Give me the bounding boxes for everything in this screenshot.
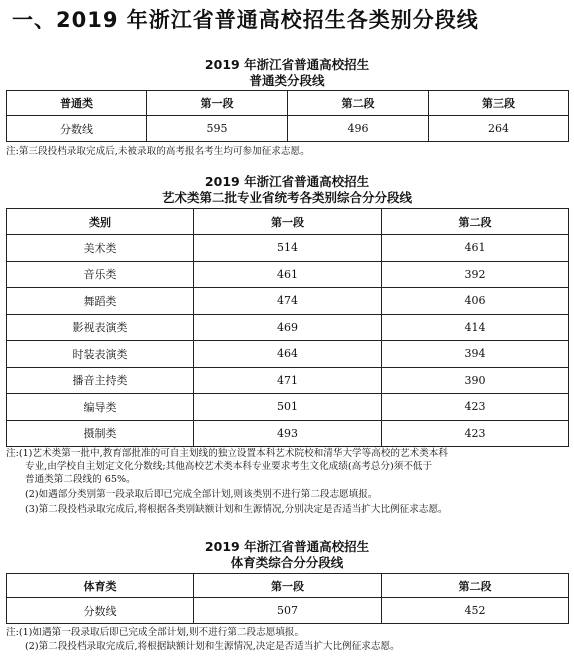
- note-line: (2)第二段投档录取完成后,将根据缺额计划和生源情况,决定是否适当扩大比例征求志愿。: [25, 641, 400, 652]
- note-line: 注:(1)如遇第一段录取后即已完成全部计划,则不进行第二段志愿填报。: [6, 627, 305, 638]
- score-cell: 390: [382, 367, 569, 394]
- category-cell: 音乐类: [7, 261, 194, 288]
- category-cell: 播音主持类: [7, 367, 194, 394]
- score-cell: 414: [382, 314, 569, 341]
- score-cell: 496: [288, 116, 429, 142]
- art-score-table: [6, 208, 569, 447]
- score-cell: 423: [382, 420, 569, 447]
- score-cell: 507: [194, 598, 382, 624]
- page-title: 一、2019 年浙江省普通高校招生各类别分段线: [12, 8, 479, 32]
- score-cell: 471: [194, 367, 382, 394]
- score-cell: 474: [194, 288, 382, 315]
- table-row: [7, 420, 569, 447]
- note-line: 注:(1)艺术类第一批中,教育部批准的可自主划线的独立设置本科艺术院校和清华大学等高校的艺术类本科: [6, 448, 448, 459]
- category-cell: 舞蹈类: [7, 288, 194, 315]
- table-row: [7, 598, 569, 624]
- score-cell: 264: [429, 116, 569, 142]
- table-row: [7, 367, 569, 394]
- table-header-row: [7, 574, 569, 598]
- art-notes: [6, 448, 568, 524]
- sports-section-title-line2: 体育类综合分分段线: [230, 555, 344, 570]
- note-line: (3)第二段投档录取完成后,将根据各类别缺额计划和生源情况,分别决定是否适当扩大比例征求志愿。: [25, 504, 448, 515]
- sports-notes: [6, 627, 568, 655]
- score-cell: 493: [194, 420, 382, 447]
- score-cell: 461: [194, 261, 382, 288]
- row-label: 分数线: [7, 598, 194, 624]
- column-header: 第一段: [147, 91, 288, 116]
- column-header: 第二段: [288, 91, 429, 116]
- table-row: [7, 288, 569, 315]
- table-row: [7, 261, 569, 288]
- score-cell: 406: [382, 288, 569, 315]
- table-header-row: [7, 91, 569, 116]
- category-cell: 编导类: [7, 394, 194, 421]
- column-header: 第三段: [429, 91, 569, 116]
- note-line: 专业,由学校自主划定文化分数线;其他高校艺术类本科专业要求考生文化成绩(高考总分)须不低于: [25, 461, 433, 472]
- general-section-title-line1: 2019 年浙江省普通高校招生: [204, 57, 370, 72]
- sports-section-title-line1: 2019 年浙江省普通高校招生: [204, 539, 370, 554]
- table-row: [7, 116, 569, 142]
- table-row: [7, 341, 569, 368]
- category-cell: 时装表演类: [7, 341, 194, 368]
- score-cell: 595: [147, 116, 288, 142]
- general-note: [6, 146, 568, 159]
- category-cell: 影视表演类: [7, 314, 194, 341]
- column-header: 第一段: [194, 574, 382, 598]
- table-row: [7, 314, 569, 341]
- score-cell: 501: [194, 394, 382, 421]
- note-line: (2)如遇部分类别第一段录取后即已完成全部计划,则该类别不进行第二段志愿填报。: [25, 489, 378, 500]
- column-header: 第一段: [194, 209, 382, 235]
- score-cell: 514: [194, 235, 382, 262]
- note-line: 普通类第二段线的 65%。: [25, 474, 136, 485]
- column-header: 体育类: [7, 574, 194, 598]
- score-cell: 452: [382, 598, 569, 624]
- score-cell: 392: [382, 261, 569, 288]
- category-cell: 摄制类: [7, 420, 194, 447]
- score-cell: 469: [194, 314, 382, 341]
- score-cell: 394: [382, 341, 569, 368]
- art-section-title-line1: 2019 年浙江省普通高校招生: [204, 174, 370, 189]
- general-section-title-line2: 普通类分段线: [249, 73, 325, 88]
- general-score-table: [6, 90, 569, 142]
- art-section-title-line2: 艺术类第二批专业省统考各类别综合分分段线: [161, 190, 412, 205]
- score-cell: 464: [194, 341, 382, 368]
- note-line: 注:第三段投档录取完成后,未被录取的高考报名考生均可参加征求志愿。: [6, 146, 310, 157]
- column-header: 类别: [7, 209, 194, 235]
- column-header: 普通类: [7, 91, 147, 116]
- table-header-row: [7, 209, 569, 235]
- column-header: 第二段: [382, 209, 569, 235]
- category-cell: 美术类: [7, 235, 194, 262]
- score-cell: 423: [382, 394, 569, 421]
- table-row: [7, 394, 569, 421]
- column-header: 第二段: [382, 574, 569, 598]
- table-row: [7, 235, 569, 262]
- sports-score-table: [6, 573, 569, 624]
- score-cell: 461: [382, 235, 569, 262]
- row-label: 分数线: [7, 116, 147, 142]
